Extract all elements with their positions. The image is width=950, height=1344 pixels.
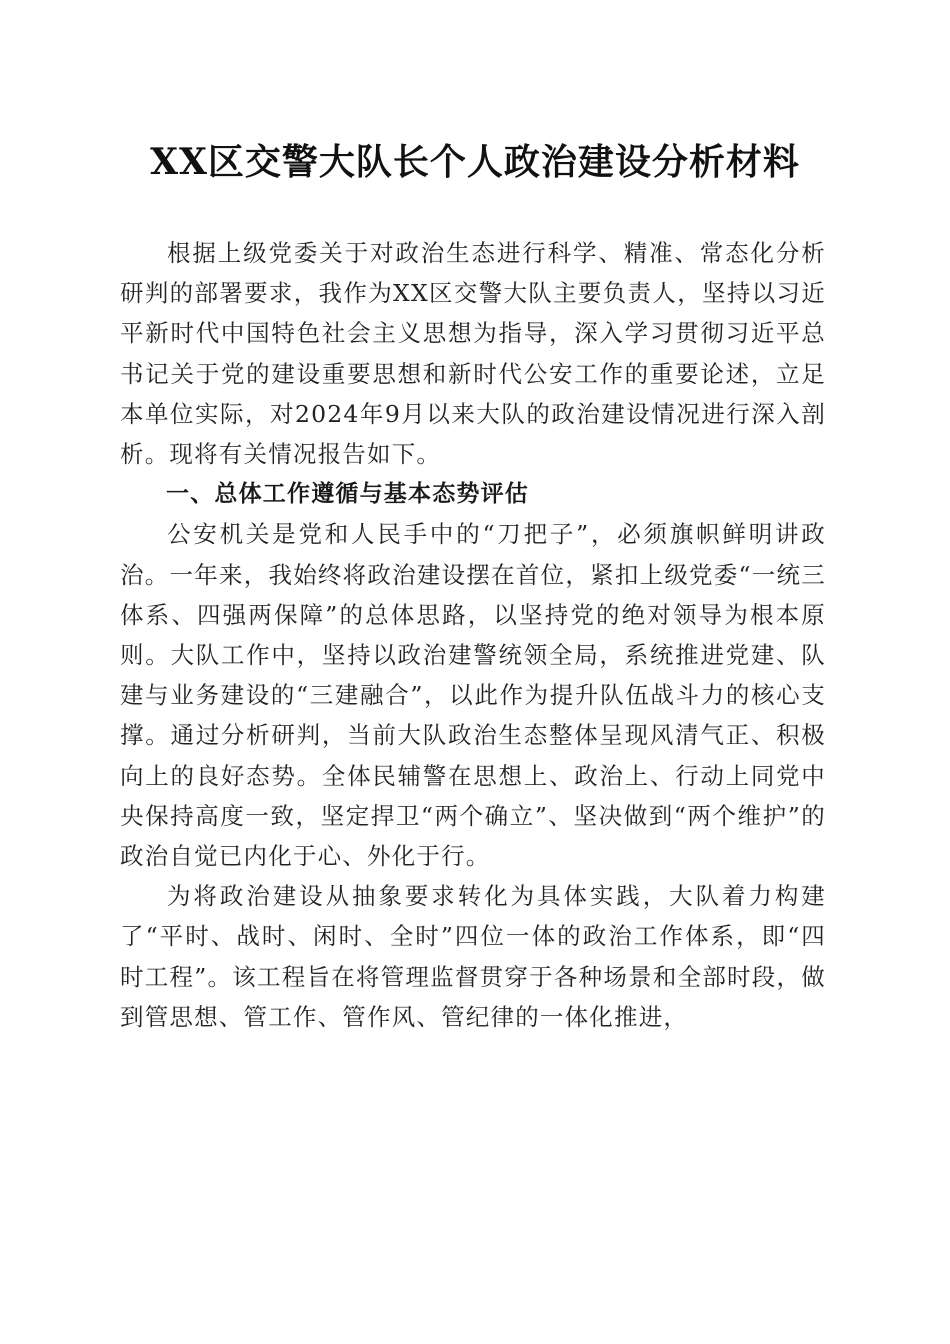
body-paragraph: 为将政治建设从抽象要求转化为具体实践，大队着力构建了“平时、战时、闲时、全时”四位一体的政治工作体系，即“四时工程”。该工程旨在将管理监督贯穿于各种场景和全部时段，做到管思想、管工作、管作风、管纪律的一体化推进，	[120, 882, 826, 1031]
intro-paragraph: 根据上级党委关于对政治生态进行科学、精准、常态化分析研判的部署要求，我作为XX区交警大队主要负责人，坚持以习近平新时代中国特色社会主义思想为指导，深入学习贯彻习近平总书记关于党的建设重要思想和新时代公安工作的重要论述，立足本单位实际，对2024年9月以来大队的政治建设情况进行深入剖析。现将有关情况报告如下。	[120, 239, 826, 469]
section-heading: 一、总体工作遵循与基本态势评估	[166, 481, 529, 508]
document-title: XX区交警大队长个人政治建设分析材料	[150, 141, 800, 183]
body-paragraph: 公安机关是党和人民手中的“刀把子”，必须旗帜鲜明讲政治。一年来，我始终将政治建设摆在首位，紧扣上级党委“一统三体系、四强两保障”的总体思路，以坚持党的绝对领导为根本原则。大队工作中，坚持以政治建警统领全局，系统推进党建、队建与业务建设的“三建融合”，以此作为提升队伍战斗力的核心支撑。通过分析研判，当前大队政治生态整体呈现风清气正、积极向上的良好态势。全体民辅警在思想上、政治上、行动上同党中央保持高度一致，坚定捍卫“两个确立”、坚决做到“两个维护”的政治自觉已内化于心、外化于行。	[120, 520, 826, 871]
document-body	[120, 233, 826, 1037]
